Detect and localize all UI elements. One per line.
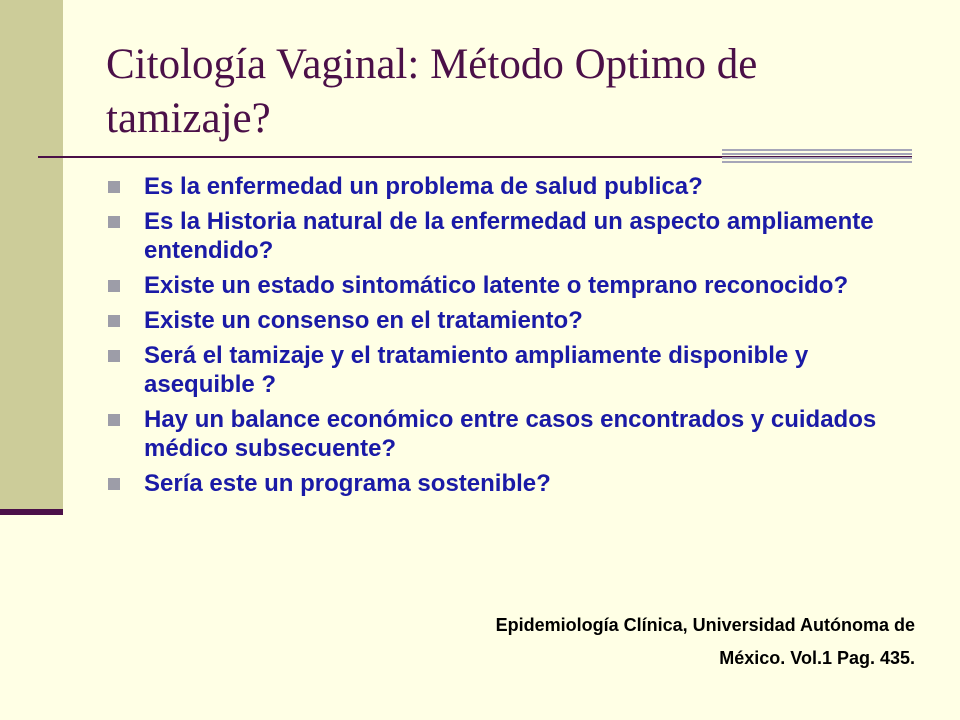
bullet-item (108, 405, 908, 463)
bullet-item (108, 341, 908, 399)
bullet-text: Sería este un programa sostenible? (144, 470, 551, 497)
square-bullet-icon (108, 414, 120, 426)
bullet-item (108, 469, 908, 498)
bullet-text: Hay un balance económico entre casos encontrados y cuidados médico subsecuente? (144, 406, 877, 462)
bullet-text: Existe un estado sintomático latente o temprano reconocido? (144, 272, 849, 299)
slide-title: Citología Vaginal: Método Optimo de tamizaje? (106, 41, 758, 142)
bullet-list (108, 172, 908, 504)
square-bullet-icon (108, 315, 120, 327)
title-accent-stripes (722, 149, 912, 165)
bullet-item (108, 306, 908, 335)
bullet-item (108, 271, 908, 300)
bullet-text: Es la enfermedad un problema de salud publica? (144, 173, 703, 200)
square-bullet-icon (108, 280, 120, 292)
square-bullet-icon (108, 350, 120, 362)
bullet-item (108, 207, 908, 265)
left-band-bottom-rule (0, 509, 63, 515)
bullet-item (108, 172, 908, 201)
square-bullet-icon (108, 181, 120, 193)
square-bullet-icon (108, 478, 120, 490)
square-bullet-icon (108, 216, 120, 228)
bullet-text: Existe un consenso en el tratamiento? (144, 307, 583, 334)
bullet-text: Es la Historia natural de la enfermedad un aspecto ampliamente entendido? (144, 208, 874, 264)
citation-line-2: México. Vol.1 Pag. 435. (719, 648, 915, 668)
left-decorative-band (0, 0, 63, 510)
bullet-text: Será el tamizaje y el tratamiento ampliamente disponible y asequible ? (144, 342, 809, 398)
citation-line-1: Epidemiología Clínica, Universidad Autónoma de (495, 615, 915, 635)
citation-reference (496, 609, 915, 675)
